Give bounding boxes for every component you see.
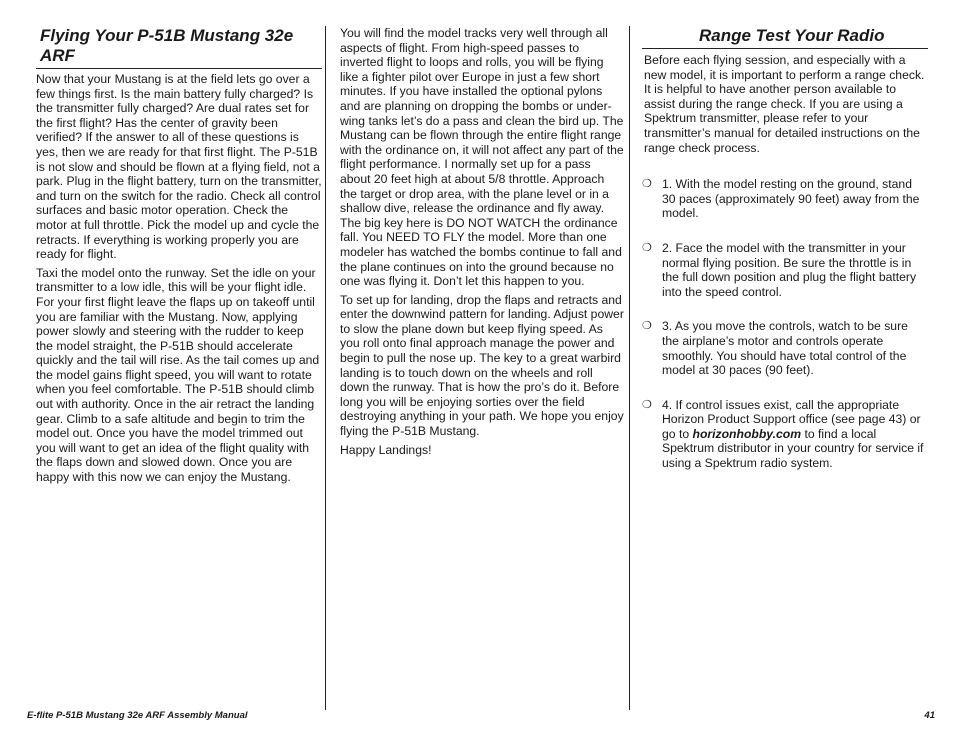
column-divider xyxy=(629,26,630,710)
flying-paragraph-3: You will find the model tracks very well through all aspects of flight. From high-speed passes to inverted flight to loops and rolls, you will be flying like a fighter pilot over Europe in just a few short minutes. If you have installed the optional pylons and are planning on dropping the bombs or under-wing tanks let’s do a pass and clean the bird up. The Mustang can be flown through the entire flight range with the ordinance on, it will not affect any part of the flight performance. I normally set up for a pass about 20 feet high at about 5/8 throttle. Approach the target or drop area, with the plane level or in a shallow dive, release the ordinance and fly away. The big key here is DO NOT WATCH the ordinance fall. You NEED TO FLY the model. More than one modeler has watched the bombs continue to fall and the plane continues on into the ground because no one was flying it. Don’t let this happen to you. xyxy=(340,26,624,289)
flying-paragraph-1: Now that your Mustang is at the field lets go over a few things first. Is the main battery fully charged? Is the transmitter fully charged? Are dual rates set for the first flight? Has the center of gravity been verified? If the answer to all of these questions is yes, then we are ready for that first flight. The P-51B is not slow and should be flown at a flying field, not a park. Plug in the flight battery, turn on the transmitter, and turn on the switch for the radio. Check all control surfaces and basic motor operation. Check the motor at full throttle. Pick the model up and cycle the retracts. If everything is working properly you are ready for flight. xyxy=(36,72,322,262)
checklist-item-text: 3. As you move the controls, watch to be sure the airplane’s motor and controls operate smoothly. You should have total control of the model at 30 paces (90 feet). xyxy=(662,319,908,378)
checkbox-circle-icon: ❍ xyxy=(642,320,652,333)
item-4-text-start: 4. If control issues exist, call the appropriate Horizon Product Support office (see page 43) or go to xyxy=(662,397,921,441)
range-test-heading: Range Test Your Radio xyxy=(642,26,928,49)
flying-heading: Flying Your P-51B Mustang 32e ARF xyxy=(36,26,322,69)
page-number: 41 xyxy=(924,710,935,721)
checklist-item xyxy=(642,241,928,299)
flying-paragraph-2: Taxi the model onto the runway. Set the idle on your transmitter to a low idle, this will be your flight idle. For your first flight leave the flaps up on takeoff until you are familiar with the Mustang. Now, applying power slowly and steering with the rudder to keep the model straight, the P-51B should accelerate quickly and the tail will rise. As the tail comes up and the model gains flight speed, you will want to rotate when you feel comfortable. The P-51B should climb out with authority. Once in the air retract the landing gear. Climb to a safe altitude and begin to trim the model out. Once you have the model trimmed out you will want to get an idea of the flight quality with the flaps down and slowed down. Once you are happy with this now we can enjoy the Mustang. xyxy=(36,265,320,485)
landing-paragraph: To set up for landing, drop the flaps and retracts and enter the downwind pattern for landing. Adjust power to slow the plane down but keep flying speed. As you roll onto final approach manage the power and begin to pull the nose up. The key to a great warbird landing is to touch down on the wheels and roll down the runway. That is how the pro’s do it. Before long you will be enjoying sorties over the field destroying anything in your path. We hope you enjoy flying the P-51B Mustang. xyxy=(340,292,624,439)
checkbox-circle-icon: ❍ xyxy=(642,241,652,254)
checklist-item-text: 2. Face the model with the transmitter in your normal flying position. Be sure the throttle is in the full down position and plug the flight battery into the speed control. xyxy=(662,240,917,299)
checklist-item xyxy=(642,177,928,221)
horizonhobby-link[interactable]: horizonhobby.com xyxy=(692,426,802,441)
checklist-item xyxy=(642,398,928,471)
range-test-intro: Before each flying session, and especially with a new model, it is important to perform a range check. It is helpful to have another person available to assist during the range check. If you are using a Spektrum transmitter, please refer to your transmitter’s manual for detailed instructions on the range check process. xyxy=(644,53,925,155)
left-column xyxy=(36,26,322,489)
checklist-item xyxy=(642,319,928,377)
footer-manual-title: E-flite P-51B Mustang 32e ARF Assembly Manual xyxy=(27,710,248,721)
checkbox-circle-icon: ❍ xyxy=(642,398,652,411)
right-column xyxy=(642,26,928,471)
checklist-item-text: 1. With the model resting on the ground, stand 30 paces (approximately 90 feet) away from the model. xyxy=(662,177,920,221)
item-4-text-end: to find a local Spektrum distributor in your country for service if using a Spektrum radio system. xyxy=(662,426,924,471)
middle-column xyxy=(340,26,624,461)
column-divider xyxy=(325,26,326,710)
happy-landings-text: Happy Landings! xyxy=(340,442,432,457)
checklist-item-text xyxy=(662,398,928,471)
checkbox-circle-icon: ❍ xyxy=(642,178,652,191)
